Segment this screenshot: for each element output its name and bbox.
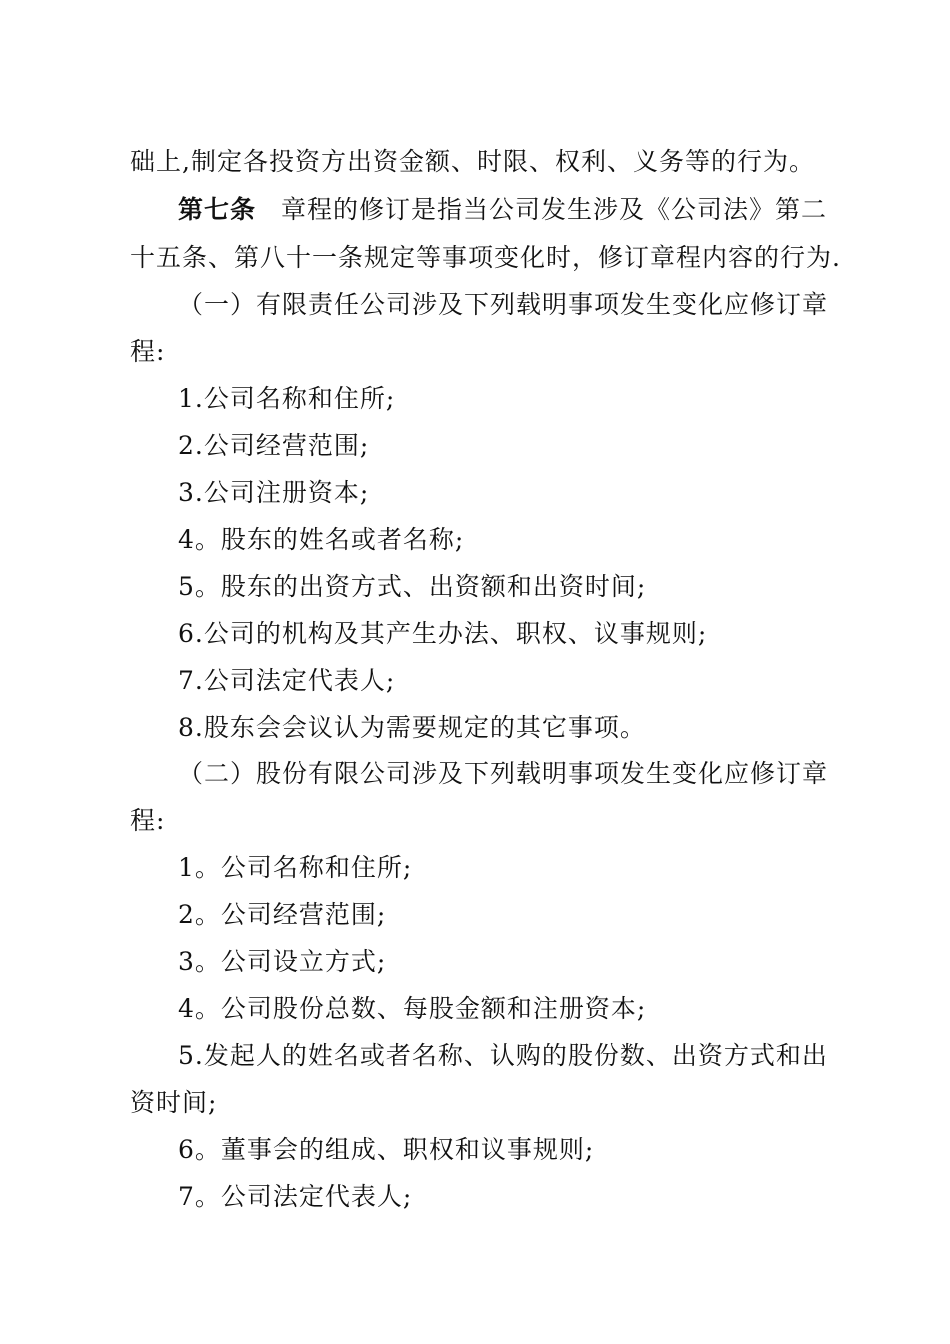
list-item: 3.公司注册资本; [178,478,370,507]
list-item: 7.公司法定代表人; [178,666,396,695]
section-two-heading-continued: 程: [130,806,166,835]
article-text: 章程的修订是指当公司发生涉及《公司法》第二 [280,195,827,224]
section-one-heading-continued: 程: [130,337,166,366]
article-heading: 第七条 [178,195,257,224]
list-item: 1。公司名称和住所; [178,853,413,882]
list-item-continued: 资时间; [130,1088,218,1117]
list-item: 3。公司设立方式; [178,947,387,976]
list-item: 1.公司名称和住所; [178,384,396,413]
list-item: 5.发起人的姓名或者名称、认购的股份数、出资方式和出 [178,1041,828,1070]
article-seven-line [178,194,827,226]
list-item: 7。公司法定代表人; [178,1182,413,1211]
section-two-heading: （二）股份有限公司涉及下列载明事项发生变化应修订章 [178,759,829,788]
paragraph-line: 础上,制定各投资方出资金额、时限、权利、义务等的行为。 [130,147,815,176]
list-item: 2.公司经营范围; [178,431,370,460]
list-item: 2。公司经营范围; [178,900,387,929]
section-one-heading: （一）有限责任公司涉及下列载明事项发生变化应修订章 [178,290,829,319]
list-item: 6.公司的机构及其产生办法、职权、议事规则; [178,619,708,648]
list-item: 8.股东会会议认为需要规定的其它事项。 [178,713,646,742]
article-text-continued: 十五条、第八十一条规定等事项变化时，修订章程内容的行为. [130,243,841,272]
list-item: 6。董事会的组成、职权和议事规则; [178,1135,595,1164]
list-item: 4。公司股份总数、每股金额和注册资本; [178,994,647,1023]
list-item: 4。股东的姓名或者名称; [178,525,465,554]
list-item: 5。股东的出资方式、出资额和出资时间; [178,572,647,601]
